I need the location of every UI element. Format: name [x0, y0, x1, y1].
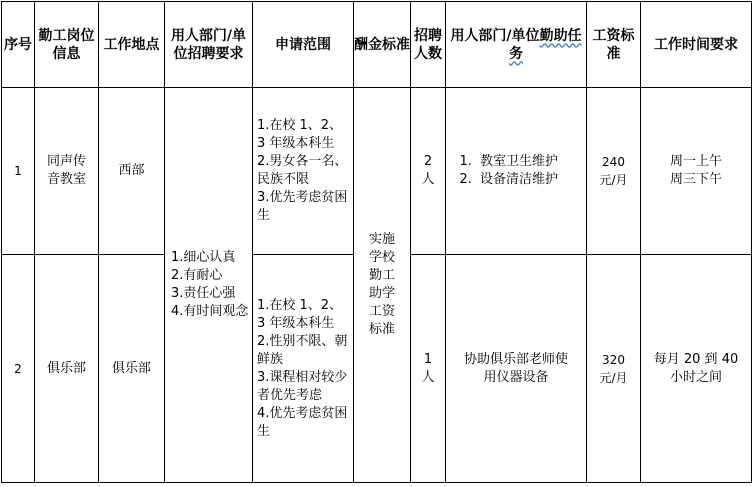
- duty-item: 2. 设备清洁维护: [476, 171, 586, 189]
- header-duties-marked: 勤: [539, 27, 554, 44]
- row-duties: [446, 88, 587, 255]
- header-row: [2, 2, 752, 88]
- row-duties: 协助俱乐部老师使用仪器设备: [446, 255, 587, 483]
- row-seq: 1: [2, 88, 35, 255]
- header-location: 工作地点: [99, 2, 165, 88]
- scope-item: 3.优先考虑贫困生: [257, 190, 348, 223]
- header-duties-suffix: 助任务: [509, 27, 582, 62]
- row-hours: 每月 20 到 40 小时之间: [641, 255, 752, 483]
- header-scope: 申请范围: [253, 2, 354, 88]
- work-study-positions-table: [1, 1, 752, 483]
- scope-item: 1.在校 1、2、3 年级本科生: [257, 118, 343, 151]
- header-dept-requirements: 用人部门/单位招聘要求: [165, 2, 253, 88]
- row-position: 俱乐部: [35, 255, 99, 483]
- table-row: [2, 88, 752, 255]
- dept-req-item: 3.责任心强: [171, 286, 236, 301]
- scope-item: 2.男女各一名、民族不限: [257, 154, 348, 187]
- header-position: 勤工岗位信息: [35, 2, 99, 88]
- scope-item: 4.优先考虑贫困生: [257, 405, 348, 439]
- row-location: 西部: [99, 88, 165, 255]
- header-duties: [446, 2, 587, 88]
- row-seq: 2: [2, 255, 35, 483]
- dept-req-item: 1.细心认真: [171, 250, 236, 265]
- pay-standard: 实施学校勤工助学工资标准: [354, 88, 411, 483]
- hours-line: 周三下午: [669, 172, 722, 187]
- scope-item: 2.性别不限、朝鲜族: [257, 333, 348, 367]
- row-hours: [641, 88, 752, 255]
- dept-req-item: 2.有耐心: [171, 268, 223, 283]
- row-scope: [253, 255, 354, 483]
- row-wage: 240 元/月: [587, 88, 641, 255]
- header-duties-prefix: 用人部门/单位: [450, 27, 540, 44]
- header-seq: 序号: [2, 2, 35, 88]
- scope-item: 3.课程相对较少者优先考虑: [257, 369, 348, 403]
- dept-requirements: [165, 88, 253, 483]
- header-hours: 工作时间要求: [641, 2, 752, 88]
- hours-line: 周一上午: [669, 154, 722, 169]
- row-count: 1 人: [411, 255, 446, 483]
- header-wage: 工资标准: [587, 2, 641, 88]
- header-count: 招聘人数: [411, 2, 446, 88]
- row-count: 2 人: [411, 88, 446, 255]
- row-scope: [253, 88, 354, 255]
- row-wage: 320 元/月: [587, 255, 641, 483]
- scope-item: 1.在校 1、2、3 年级本科生: [257, 297, 343, 331]
- header-pay-standard: 酬金标准: [354, 2, 411, 88]
- row-position: 同声传音教室: [35, 88, 99, 255]
- duty-item: 1. 教室卫生维护: [476, 153, 586, 171]
- dept-req-item: 4.有时间观念: [171, 304, 249, 319]
- row-location: 俱乐部: [99, 255, 165, 483]
